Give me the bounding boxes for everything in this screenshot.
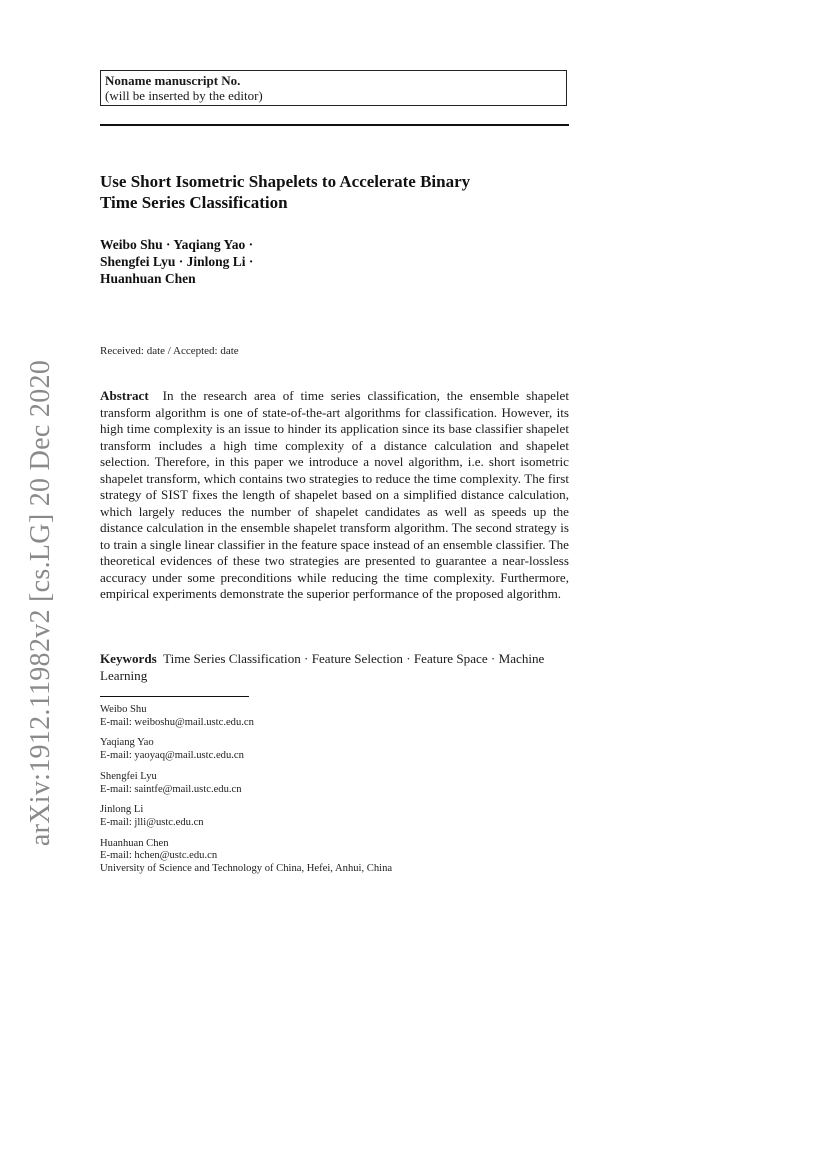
header-rule [100, 124, 569, 126]
affiliations [100, 704, 520, 884]
affiliation-item [100, 704, 520, 729]
footnote-rule [100, 696, 249, 697]
affiliation-email: E-mail: hchen@ustc.edu.cn [100, 850, 218, 862]
arxiv-identifier: arXiv:1912.11982v2 [cs.LG] 20 Dec 2020 [25, 359, 57, 846]
affiliation-item [100, 804, 520, 829]
manuscript-header-box [100, 70, 567, 106]
author-list [100, 236, 400, 287]
affiliation-item [100, 838, 520, 876]
keywords-label: Keywords [100, 651, 157, 666]
abstract [100, 388, 569, 603]
affiliation-item [100, 771, 520, 796]
paper-title [100, 171, 580, 213]
authors-line-1: Weibo Shu · Yaqiang Yao · [100, 237, 254, 252]
authors-line-3: Huanhuan Chen [100, 271, 196, 286]
affiliation-name: Weibo Shu [100, 704, 147, 715]
title-line-2: Time Series Classification [100, 193, 288, 212]
affiliation-item [100, 737, 520, 762]
received-date: Received: date / Accepted: date [100, 345, 239, 357]
keywords-text: Time Series Classification · Feature Selection · Feature Space · Machine Learning [100, 651, 545, 683]
affiliation-name: Shengfei Lyu [100, 770, 157, 782]
affiliation-email: E-mail: yaoyaq@mail.ustc.edu.cn [100, 750, 244, 762]
manuscript-number: Noname manuscript No. [105, 73, 241, 88]
title-line-1: Use Short Isometric Shapelets to Accelerate Binary [100, 172, 471, 191]
affiliation-institution: University of Science and Technology of China, Hefei, Anhui, China [100, 863, 393, 875]
affiliation-name: Yaqiang Yao [100, 737, 154, 749]
affiliation-email: E-mail: jlli@ustc.edu.cn [100, 816, 204, 828]
affiliation-email: E-mail: saintfe@mail.ustc.edu.cn [100, 783, 242, 795]
affiliation-name: Jinlong Li [100, 804, 144, 816]
arxiv-sidebar-stamp [12, 350, 70, 855]
authors-line-2: Shengfei Lyu · Jinlong Li · [100, 254, 254, 269]
abstract-text: In the research area of time series classification, the ensemble shapelet transform algorithm is one of state-of-the-art algorithms for classification. However, its high time complexity is an issue to hinder its application since its base classifier shapelet transform includes a high time complexity of a distance calculation and shapelet selection. Therefore, in this paper we introduce a novel algorithm, i.e. short isometric shapelet transform, which contains two strategies to reduce the time complexity. The first strategy of SIST fixes the length of shapelet based on a simplified distance calculation, which largely reduces the number of shapelet candidates as well as speeds up the distance calculation in the ensemble shapelet transform algorithm. The second strategy is to train a single linear classifier in the feature space instead of an ensemble classifier. The theoretical evidences of these two strategies are presented to guarantee a near-lossless accuracy under some preconditions while reducing the time complexity. Furthermore, empirical experiments demonstrate the superior performance of the proposed algorithm. [100, 388, 570, 601]
editor-note: (will be inserted by the editor) [105, 88, 263, 103]
affiliation-email: E-mail: weiboshu@mail.ustc.edu.cn [100, 716, 254, 728]
keywords [100, 651, 569, 684]
affiliation-name: Huanhuan Chen [100, 837, 169, 849]
abstract-label: Abstract [100, 388, 149, 403]
